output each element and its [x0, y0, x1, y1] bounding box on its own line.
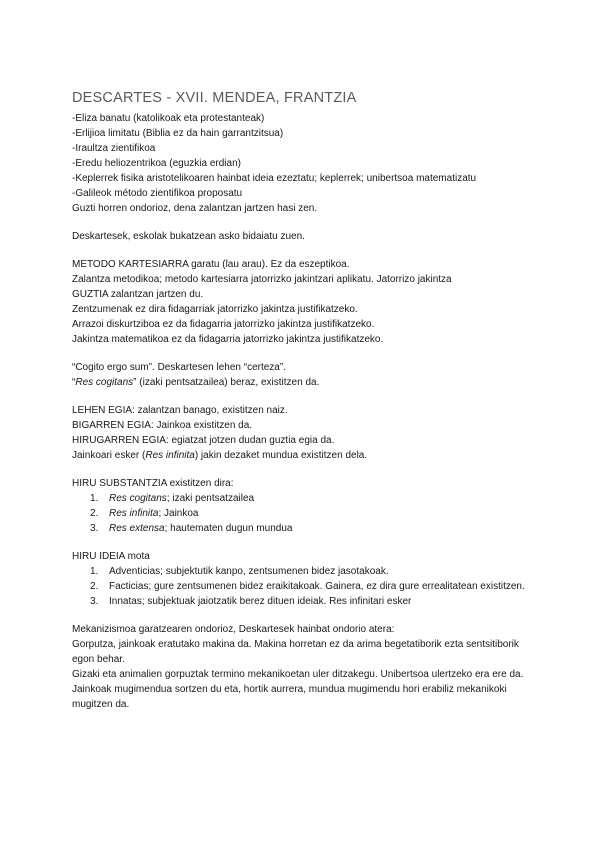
list-item — [72, 594, 542, 609]
context-line: -Iraultza zientifikoa — [72, 143, 156, 154]
ideas-heading: HIRU IDEIA mota — [72, 551, 150, 562]
context-line: -Galileok método zientifikoa proposatu — [72, 188, 243, 199]
travel-paragraph: Deskartesek, eskolak bukatzean asko bidaiatu zuen. — [72, 231, 305, 242]
context-conclusion: Guzti horren ondorioz, dena zalantzan jartzen hasi zen. — [72, 203, 318, 214]
substance-desc: ; Jainkoa — [158, 508, 199, 519]
world-exists-line — [72, 448, 542, 463]
substance-term: Res extensa — [109, 523, 165, 534]
res-cogitans-term: Res cogitans — [75, 377, 134, 388]
idea-text: Innatas; subjektuak jaiotzatik berez dituen ideiak. Res infinitari esker — [109, 596, 412, 607]
list-number: 1. — [90, 493, 99, 504]
list-item — [72, 506, 542, 521]
idea-text: Adventicias; subjektutik kanpo, zentsumenen bidez jasotakoak. — [109, 566, 389, 577]
method-line: Zalantza metodikoa; metodo kartesiarra jatorrizko jakintzari aplikatu. Jatorrizo jakintza — [72, 274, 452, 285]
second-truth: BIGARREN EGIA: Jainkoa existitzen da. — [72, 420, 253, 431]
mechanism-section — [72, 622, 542, 712]
mechanism-line: Gizaki eta animalien gorpuztak termino mekanikoetan uler ditzakegu. Unibertsoa ulertzeko era ere da. — [72, 669, 524, 680]
method-line: GUZTIA zalantzan jartzen du. — [72, 289, 204, 300]
method-line: Zentzumenak ez dira fidagarriak jatorrizko jakintza justifikatzeko. — [72, 304, 358, 315]
context-list — [72, 111, 542, 216]
mechanism-line: Mekanizismoa garatzearen ondorioz, Deskartesek hainbat ondorio atera: — [72, 624, 395, 635]
context-line: -Keplerrek fisika aristotelikoaren hainbat ideia ezeztatu; keplerrek; unibertsoa matematizatu — [72, 173, 477, 184]
substances-list — [72, 491, 542, 536]
list-number: 2. — [90, 581, 99, 592]
world-exists-pre: Jainkoari esker ( — [72, 450, 146, 461]
context-line: -Erlijioa limitatu (Biblia ez da hain garrantzitsua) — [72, 128, 284, 139]
ideas-section — [72, 549, 542, 609]
substance-term: Res cogitans — [109, 493, 167, 504]
substances-heading: HIRU SUBSTANTZIA existitzen dira: — [72, 478, 234, 489]
third-truth: HIRUGARREN EGIA: egiatzat jotzen dudan guztia egia da. — [72, 435, 335, 446]
method-section — [72, 257, 542, 347]
document-content — [72, 88, 542, 712]
world-exists-post: ) jakin dezaket mundua existitzen dela. — [194, 450, 368, 461]
quote-open: “ — [72, 377, 76, 388]
first-truth: LEHEN EGIA: zalantzan banago, existitzen naiz. — [72, 405, 288, 416]
context-line: -Eliza banatu (katolikoak eta protestanteak) — [72, 113, 265, 124]
cogito-section — [72, 360, 542, 390]
list-item — [72, 579, 542, 594]
list-item — [72, 491, 542, 506]
substance-term: Res infinita — [109, 508, 159, 519]
truths-section — [72, 403, 542, 463]
ideas-list — [72, 564, 542, 609]
substances-section — [72, 476, 542, 536]
list-item — [72, 564, 542, 579]
cogito-line: “Cogito ergo sum”. Deskartesen lehen “certeza”. — [72, 362, 286, 373]
list-number: 3. — [90, 523, 99, 534]
list-number: 3. — [90, 596, 99, 607]
page-title: DESCARTES - XVII. MENDEA, FRANTZIA — [72, 90, 357, 106]
res-cogitans-desc: ” (izaki pentsatzailea) beraz, existitzen da. — [133, 377, 320, 388]
substance-desc: ; izaki pentsatzailea — [166, 493, 255, 504]
res-cogitans-line — [72, 375, 542, 390]
substance-desc: ; hautematen dugun mundua — [164, 523, 293, 534]
method-line: Arrazoi diskurtziboa ez da fidagarria jatorrizko jakintza justifikatzeko. — [72, 319, 375, 330]
list-number: 2. — [90, 508, 99, 519]
mechanism-line: Gorputza, jainkoak eratutako makina da. Makina horretan ez da arima begetatiborik ezta sentsitiborik egon behar. — [72, 639, 519, 665]
method-line: METODO KARTESIARRA garatu (lau arau). Ez da eszeptikoa. — [72, 259, 350, 270]
list-number: 1. — [90, 566, 99, 577]
list-item — [72, 521, 542, 536]
mechanism-line: Jainkoak mugimendua sortzen du eta, hortik aurrera, mundua mugimendu hori erabiliz mekanikoki mugitzen da. — [72, 684, 507, 710]
res-infinita-term: Res infinita — [145, 450, 195, 461]
method-line: Jakintza matematikoa ez da fidagarria jatorrizko jakintza justifikatzeko. — [72, 334, 384, 345]
idea-text: Facticias; gure zentsumenen bidez eraikitakoak. Gainera, ez dira gure errealitatean existitzen. — [109, 581, 525, 592]
context-line: -Eredu heliozentrikoa (eguzkia erdian) — [72, 158, 241, 169]
